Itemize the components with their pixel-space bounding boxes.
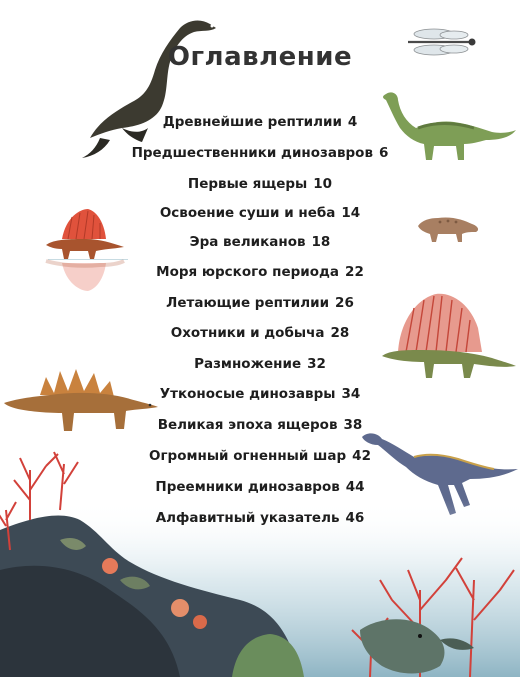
toc-entry-title: Алфавитный указатель bbox=[155, 510, 340, 526]
toc-entry-page: 10 bbox=[313, 176, 333, 192]
toc-entry-page: 6 bbox=[379, 145, 389, 161]
toc-entry-title: Моря юрского периода bbox=[156, 264, 340, 280]
toc-entry-title: Размножение bbox=[194, 356, 302, 372]
toc-entry[interactable] bbox=[0, 510, 520, 526]
toc-entry-title: Освоение суши и неба bbox=[159, 205, 336, 221]
toc-entry[interactable] bbox=[0, 479, 520, 495]
toc-entry-title: Утконосые динозавры bbox=[159, 386, 336, 402]
toc-entry[interactable] bbox=[0, 295, 520, 311]
toc-entry-page: 22 bbox=[345, 264, 364, 280]
toc-entry[interactable] bbox=[0, 145, 520, 161]
toc-entry[interactable] bbox=[0, 234, 520, 250]
toc-entry-page: 18 bbox=[311, 234, 331, 250]
toc-entry[interactable] bbox=[0, 205, 520, 221]
toc-entry[interactable] bbox=[0, 417, 520, 433]
toc-entry-title: Великая эпоха ящеров bbox=[157, 417, 338, 433]
toc-entry-page: 32 bbox=[307, 356, 326, 372]
toc-entry-page: 34 bbox=[341, 386, 361, 402]
toc-entry-page: 46 bbox=[345, 510, 365, 526]
toc-entry[interactable] bbox=[0, 176, 520, 192]
page-title: Оглавление bbox=[167, 42, 353, 72]
toc-entry-page: 26 bbox=[335, 295, 354, 311]
toc-entry[interactable] bbox=[0, 356, 520, 372]
toc-entry-title: Огромный огненный шар bbox=[149, 448, 347, 464]
toc-entry-title: Эра великанов bbox=[189, 234, 306, 250]
toc-entry[interactable] bbox=[0, 114, 520, 130]
toc-entry-title: Первые ящеры bbox=[187, 176, 308, 192]
toc-entry[interactable] bbox=[0, 264, 520, 280]
toc-entry-title: Предшественники динозавров bbox=[131, 145, 373, 161]
toc-entry-title: Летающие рептилии bbox=[166, 295, 330, 311]
toc-entry-page: 42 bbox=[352, 448, 371, 464]
toc-entry[interactable] bbox=[0, 386, 520, 402]
toc-entry-title: Древнейшие рептилии bbox=[162, 114, 342, 130]
toc-entry-title: Охотники и добыча bbox=[170, 325, 325, 341]
toc-entry[interactable] bbox=[0, 325, 520, 341]
toc-entry[interactable] bbox=[0, 448, 520, 464]
toc-entry-title: Преемники динозавров bbox=[155, 479, 340, 495]
toc-entry-page: 44 bbox=[345, 479, 365, 495]
toc-entry-page: 28 bbox=[330, 325, 350, 341]
toc-entry-page: 4 bbox=[347, 114, 358, 130]
toc-entry-page: 38 bbox=[343, 417, 363, 433]
toc-entry-page: 14 bbox=[341, 205, 361, 221]
